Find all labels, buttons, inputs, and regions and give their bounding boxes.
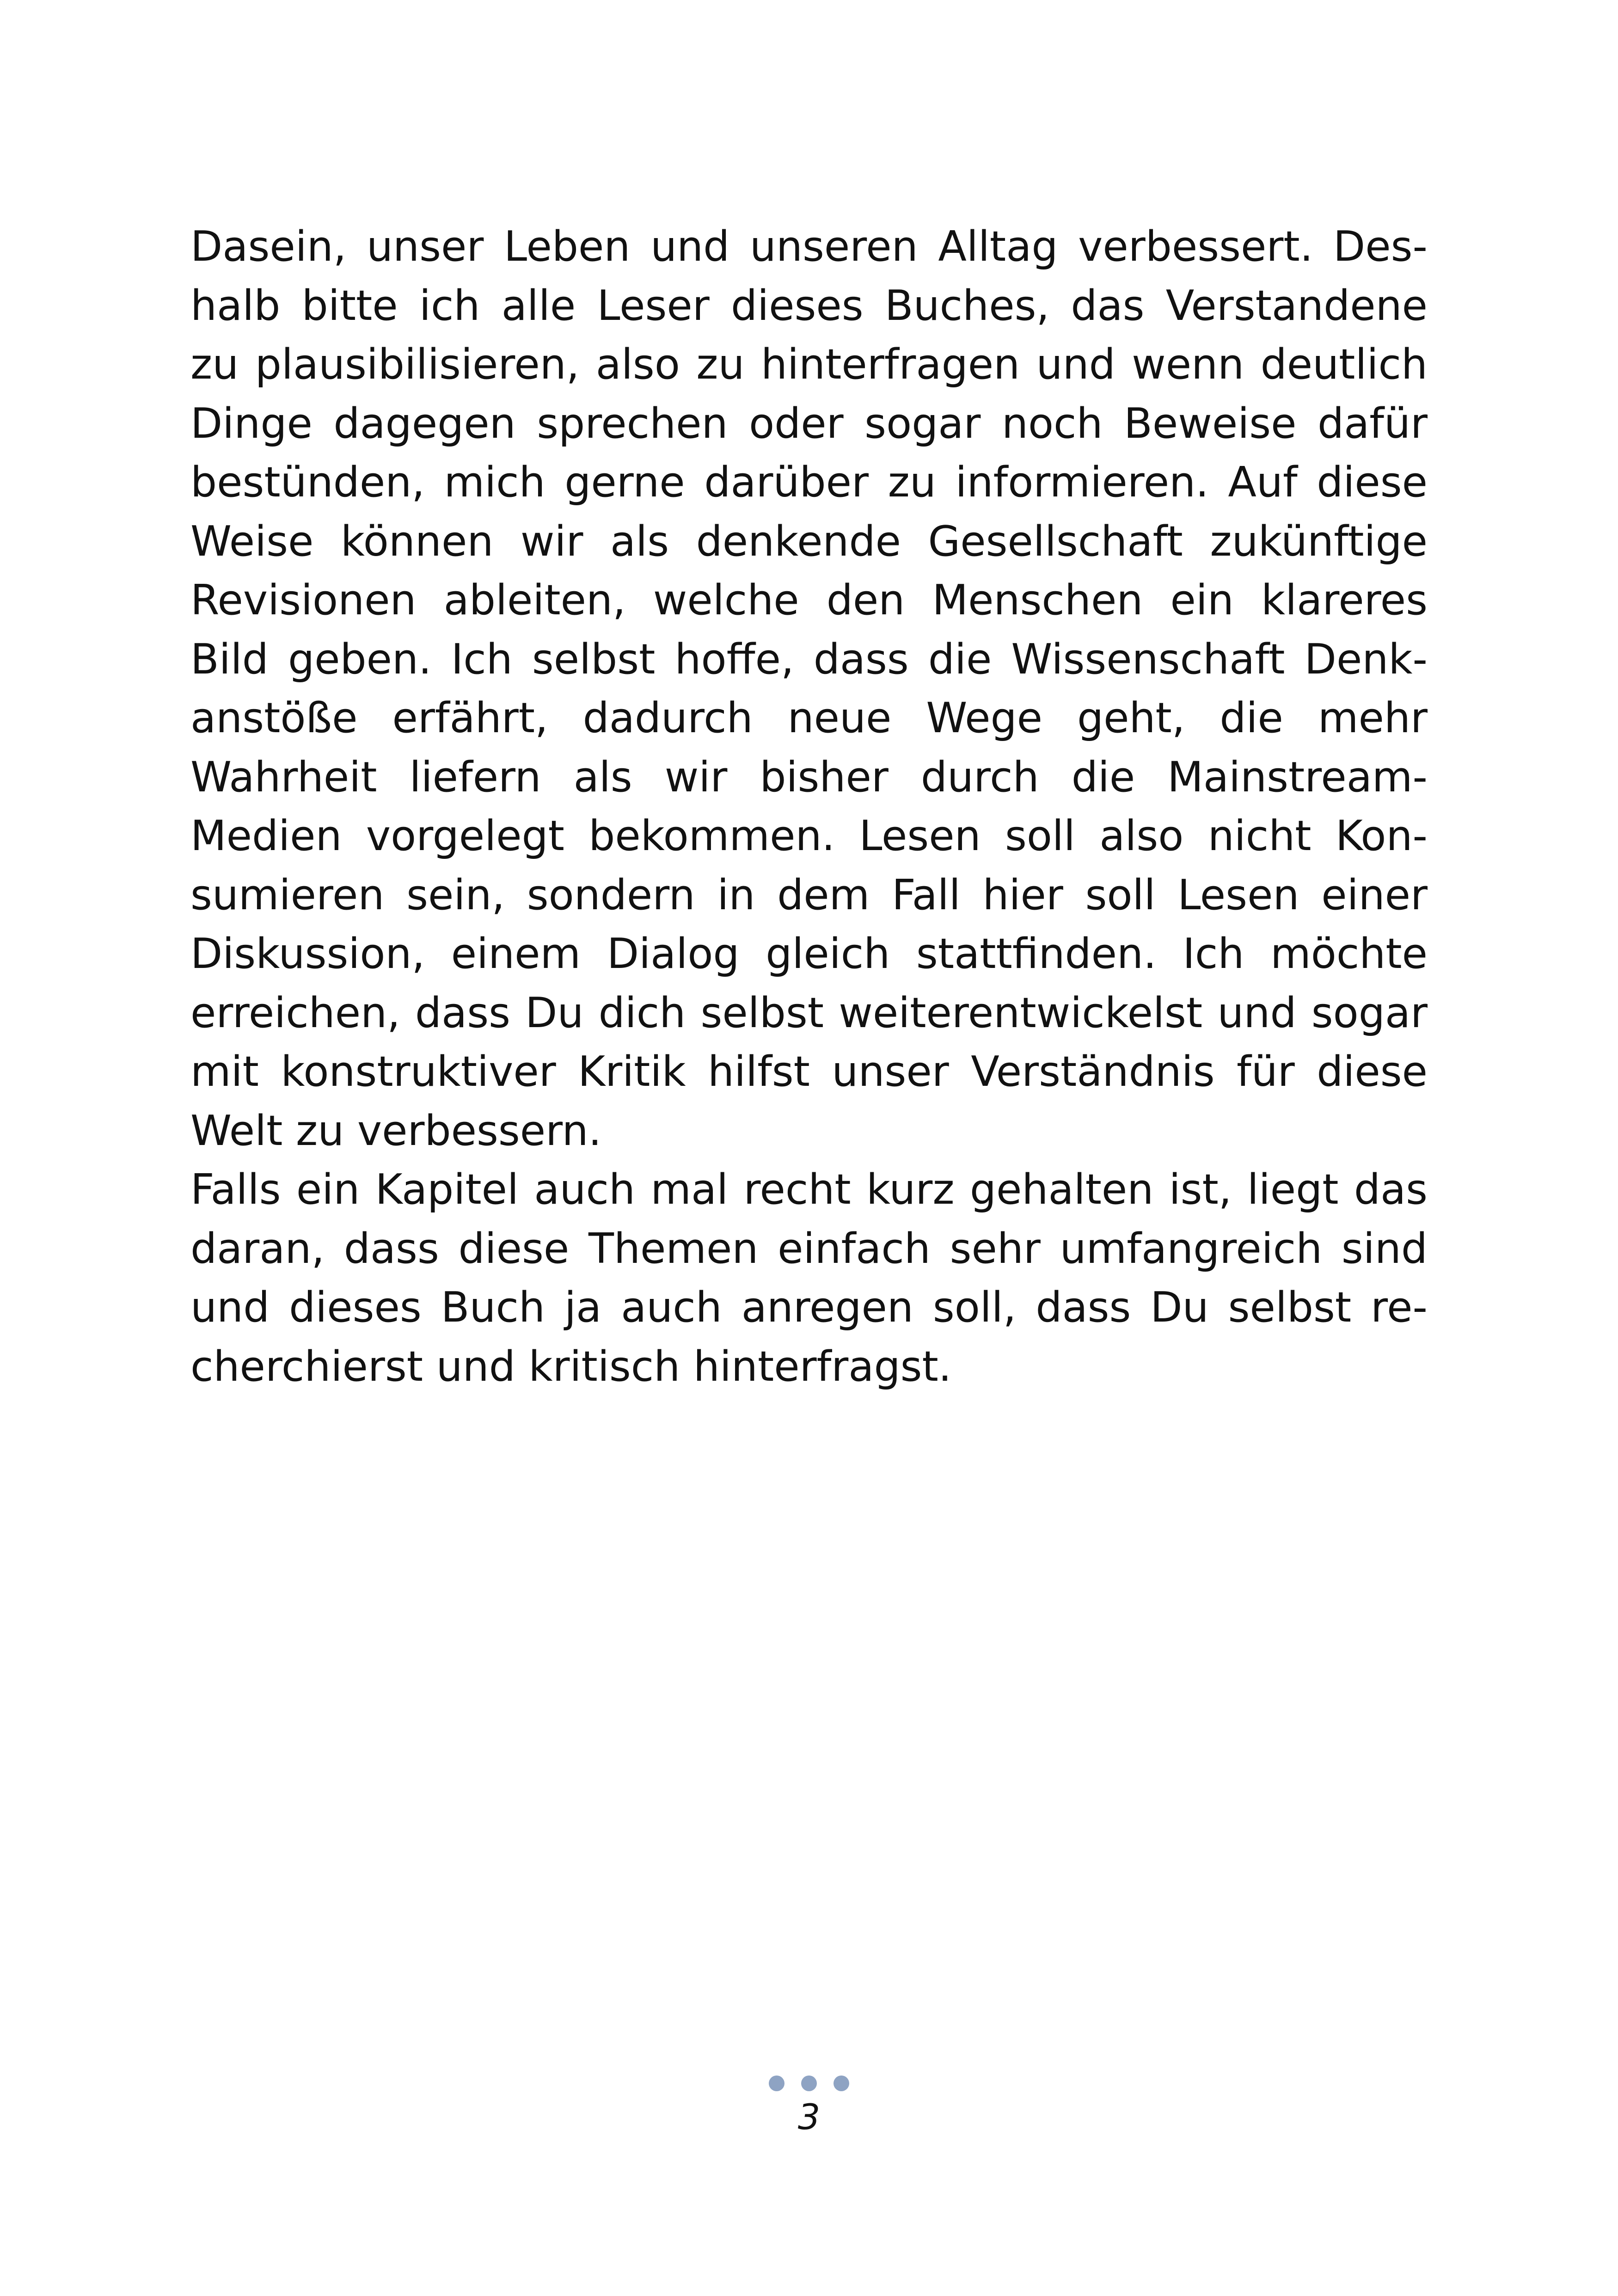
text-line: daran, dass diese Themen einfach sehr umfangreich sind bbox=[190, 1224, 1428, 1273]
text-line: anstöße erfährt, dadurch neue Wege geht, die mehr bbox=[190, 694, 1428, 742]
text-line: Welt zu verbessern. bbox=[190, 1106, 602, 1155]
text-line: zu plausibilisieren, also zu hinterfragen und wenn deutlich bbox=[190, 340, 1428, 389]
dot-icon bbox=[834, 2076, 849, 2091]
text-line: mit konstruktiver Kritik hilfst unser Verständnis für diese bbox=[190, 1047, 1428, 1096]
dot-icon bbox=[769, 2076, 784, 2091]
page-number: 3 bbox=[797, 2096, 821, 2137]
text-line: Bild geben. Ich selbst hoffe, dass die Wissenschaft Denk- bbox=[190, 635, 1428, 684]
text-line: erreichen, dass Du dich selbst weiterentwickelst und sogar bbox=[190, 988, 1428, 1037]
text-line: Revisionen ableiten, welche den Menschen ein klareres bbox=[190, 576, 1428, 625]
text-line: Weise können wir als denkende Gesellschaft zukünftige bbox=[190, 517, 1428, 566]
text-line: cherchierst und kritisch hinterfragst. bbox=[190, 1342, 952, 1391]
dots-ornament bbox=[0, 2076, 1618, 2094]
dot-icon bbox=[801, 2076, 817, 2091]
text-line: Wahrheit liefern als wir bisher durch die Mainstream- bbox=[190, 753, 1428, 802]
text-line: sumieren sein, sondern in dem Fall hier soll Lesen einer bbox=[190, 870, 1428, 919]
text-line: Dinge dagegen sprechen oder sogar noch Beweise dafür bbox=[190, 399, 1428, 448]
body-text bbox=[190, 217, 1428, 1396]
text-line: und dieses Buch ja auch anregen soll, dass Du selbst re- bbox=[190, 1283, 1428, 1332]
text-line: Dasein, unser Leben und unseren Alltag verbessert. Des- bbox=[190, 222, 1428, 271]
text-line: halb bitte ich alle Leser dieses Buches, das Verstandene bbox=[190, 281, 1428, 330]
text-line: Falls ein Kapitel auch mal recht kurz gehalten ist, liegt das bbox=[190, 1165, 1428, 1214]
text-line: Medien vorgelegt bekommen. Lesen soll also nicht Kon- bbox=[190, 812, 1428, 860]
text-line: Diskussion, einem Dialog gleich stattfinden. Ich möchte bbox=[190, 930, 1428, 978]
text-line: bestünden, mich gerne darüber zu informieren. Auf diese bbox=[190, 458, 1428, 507]
